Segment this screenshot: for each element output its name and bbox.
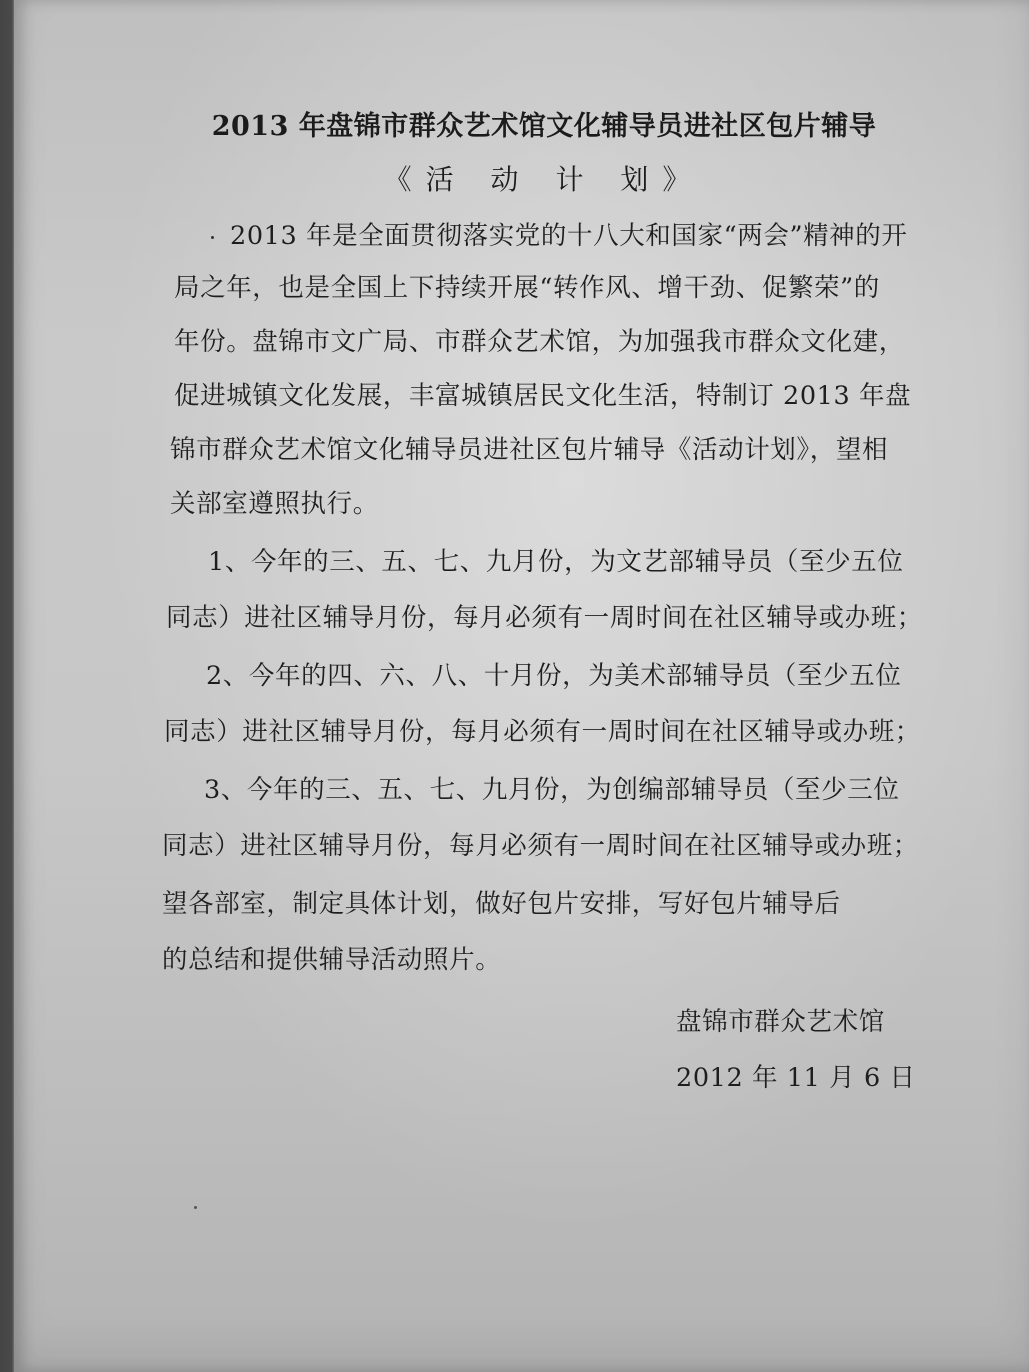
intro-line-1: 2013 年是全面贯彻落实党的十八大和国家“两会”精神的开 <box>230 221 908 251</box>
document-date: 2012 年 11 月 6 日 <box>676 1063 916 1093</box>
intro-line-5: 锦市群众艺术馆文化辅导员进社区包片辅导《活动计划》，望相 <box>170 435 889 465</box>
item-2-line-1: 2、今年的四、六、八、十月份，为美术部辅导员（至少五位 <box>206 661 902 691</box>
bleed-through-text <box>484 480 510 517</box>
paper-speck <box>194 1206 197 1209</box>
closing-line-1: 望各部室，制定具体计划，做好包片安排，写好包片辅导后 <box>162 889 841 919</box>
document-title: 2013 年盘锦市群众艺术馆文化辅导员进社区包片辅导 <box>211 111 877 142</box>
intro-line-3: 年份。盘锦市文广局、市群众艺术馆，为加强我市群众文化建， <box>174 327 905 357</box>
item-1-line-1: 1、今年的三、五、七、九月份，为文艺部辅导员（至少五位 <box>208 547 904 577</box>
intro-line-6: 关部室遵照执行。 <box>170 489 379 519</box>
document-subtitle: 《活 动 计 划》 <box>383 163 705 196</box>
item-1-line-2: 同志）进社区辅导月份，每月必须有一周时间在社区辅导或办班； <box>166 603 923 633</box>
intro-line-4: 促进城镇文化发展，丰富城镇居民文化生活，特制订 2013 年盘 <box>174 381 912 411</box>
intro-line-2: 局之年，也是全国上下持续开展“转作风、增干劲、促繁荣”的 <box>174 273 880 303</box>
ink-dot <box>211 236 214 239</box>
closing-line-2: 的总结和提供辅导活动照片。 <box>162 945 502 975</box>
paper-sheet <box>14 0 1029 1372</box>
item-2-line-2: 同志）进社区辅导月份，每月必须有一周时间在社区辅导或办班； <box>164 717 921 747</box>
item-3-line-1: 3、今年的三、五、七、九月份，为创编部辅导员（至少三位 <box>204 775 900 805</box>
item-3-line-2: 同志）进社区辅导月份，每月必须有一周时间在社区辅导或办班； <box>162 831 919 861</box>
signature: 盘锦市群众艺术馆 <box>676 1007 885 1037</box>
